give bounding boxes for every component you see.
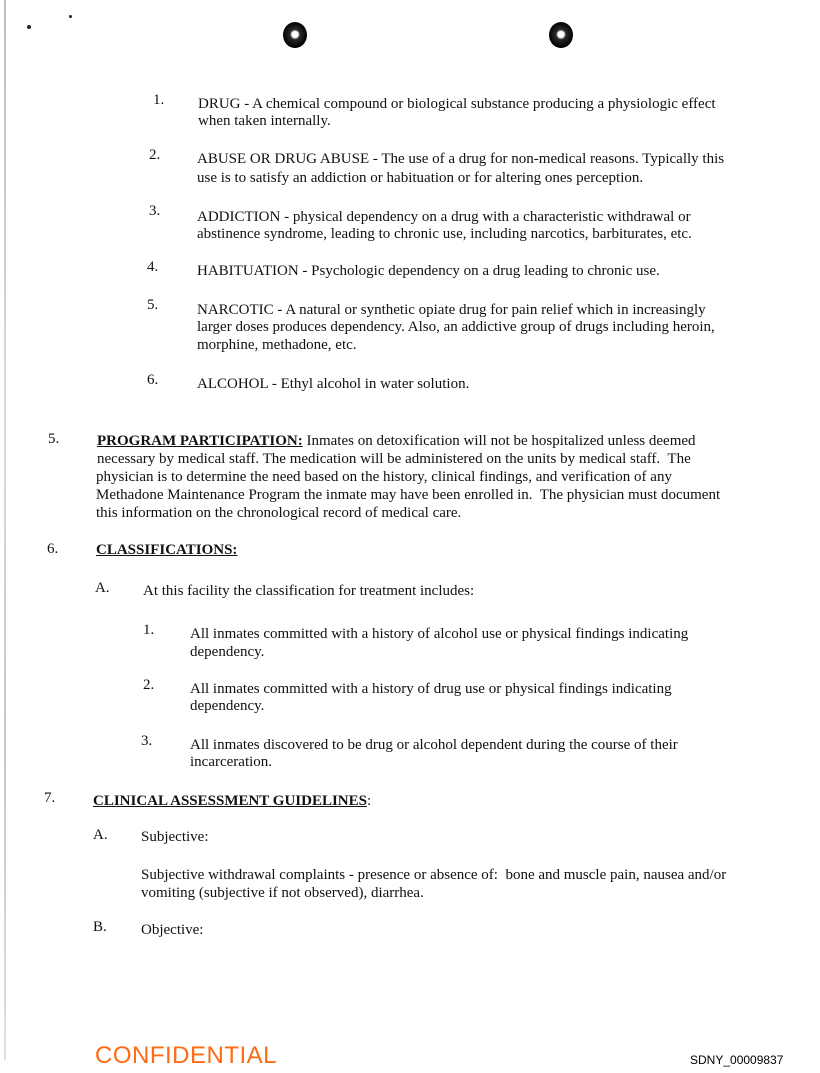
definition-line: larger doses produces dependency. Also, an addictive group of drugs including heroin, <box>197 319 715 335</box>
section-heading: CLASSIFICATIONS: <box>96 542 238 558</box>
definition-line: ALCOHOL - Ethyl alcohol in water solution. <box>197 376 470 392</box>
item-line: All inmates committed with a history of alcohol use or physical findings indicating <box>190 626 689 642</box>
section-text: Inmates on detoxification will not be hospitalized unless deemed <box>302 433 696 449</box>
item-line: dependency. <box>190 644 265 660</box>
punch-hole-left <box>283 22 307 48</box>
subsection-label: A. <box>93 827 108 843</box>
confidential-stamp: CONFIDENTIAL <box>95 1042 278 1069</box>
section-number: 7. <box>44 790 56 806</box>
scan-edge <box>4 0 6 1060</box>
definition-line: ADDICTION - physical dependency on a drug with a characteristic withdrawal or <box>197 209 691 225</box>
item-number: 6. <box>147 372 159 388</box>
item-number: 1. <box>153 92 165 108</box>
definition-line: ABUSE OR DRUG ABUSE - The use of a drug for non-medical reasons. Typically this <box>197 151 725 167</box>
item-number: 2. <box>149 147 161 163</box>
item-number: 2. <box>143 677 155 693</box>
subsection-label: B. <box>93 919 107 935</box>
definition-line: DRUG - A chemical compound or biological substance producing a physiologic effect <box>198 96 716 112</box>
item-line: incarceration. <box>190 754 273 770</box>
definition-line: HABITUATION - Psychologic dependency on a drug leading to chronic use. <box>197 263 660 279</box>
bates-number: SDNY_00009837 <box>690 1053 784 1067</box>
section-number: 6. <box>47 541 59 557</box>
definition-line: use is to satisfy an addiction or habituation or for altering ones perception. <box>197 170 644 186</box>
item-number: 4. <box>147 259 159 275</box>
subsection-text: Subjective: <box>141 829 209 845</box>
item-number: 3. <box>141 733 153 749</box>
item-number: 3. <box>149 203 161 219</box>
subsection-text: Objective: <box>141 922 204 938</box>
section-number: 5. <box>48 431 60 447</box>
scan-speck <box>69 15 72 18</box>
scan-speck <box>27 25 31 29</box>
section-heading: PROGRAM PARTICIPATION: <box>97 433 303 449</box>
section-heading: CLINICAL ASSESSMENT GUIDELINES <box>93 793 367 809</box>
definition-line: abstinence syndrome, leading to chronic use, including narcotics, barbiturates, etc. <box>197 226 692 242</box>
item-line: All inmates discovered to be drug or alcohol dependent during the course of their <box>190 737 678 753</box>
section-first-line <box>97 432 696 450</box>
item-line: dependency. <box>190 698 265 714</box>
subsection-label: A. <box>95 580 110 596</box>
subsection-body-line: Subjective withdrawal complaints - presence or absence of: bone and muscle pain, nausea and/or <box>141 867 727 883</box>
definition-line: when taken internally. <box>198 113 331 129</box>
item-number: 1. <box>143 622 155 638</box>
item-number: 5. <box>147 297 159 313</box>
section-line: this information on the chronological record of medical care. <box>96 505 462 521</box>
subsection-text: At this facility the classification for treatment includes: <box>143 583 475 599</box>
item-line: All inmates committed with a history of drug use or physical findings indicating <box>190 681 672 697</box>
definition-line: morphine, methadone, etc. <box>197 337 357 353</box>
heading-suffix: : <box>367 793 372 809</box>
subsection-body-line: vomiting (subjective if not observed), diarrhea. <box>141 885 424 901</box>
section-line: physician is to determine the need based on the history, clinical findings, and verification of any <box>96 469 672 485</box>
section-first-line <box>93 792 371 810</box>
definition-line: NARCOTIC - A natural or synthetic opiate drug for pain relief which in increasingly <box>197 302 706 318</box>
section-line: Methadone Maintenance Program the inmate may have been enrolled in. The physician must document <box>96 487 721 503</box>
punch-hole-right <box>549 22 573 48</box>
section-line: necessary by medical staff. The medication will be administered on the units by medical staff. The <box>97 451 691 467</box>
